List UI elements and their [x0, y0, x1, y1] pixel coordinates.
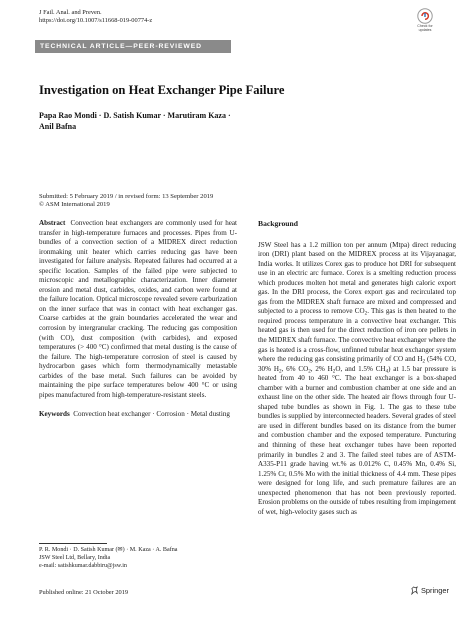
chem-subscript: 2 — [308, 367, 311, 374]
footnote-rule — [39, 543, 107, 544]
background-paragraph — [258, 241, 456, 518]
background-heading: Background — [258, 219, 298, 228]
abstract-label: Abstract — [39, 219, 66, 227]
doi-link[interactable]: https://doi.org/10.1007/s11668-019-00774-z — [39, 17, 153, 25]
abstract-text: Convection heat exchangers are commonly used for heat transfer in high-temperature furnaces and processes. Pipes from U-bundles of a convection section of a MIDREX direct reduction ironmaking unit heater which carries reducing gas have been investigated for failure analysis. Repeated failures had occurred at a specific location. Samples of the failed pipe were subjected to microscopic and metallographic characterization. Inner diameter erosion and metal dust, carbides, oxides, and carbon were found at the failure location. Optical microscope revealed severe carburization on the inner surface that was in contact with heat exchanger gas. Coarse carbides at the grain boundaries accelerated the wear and corrosion by intergranular cracking. The reducing gas composition (with CO), dust composition (with carbides), and exposed temperatures (> 400 °C) confirmed that metal dusting is the cause of the failure. The high-temperature corrosion of steel is caused by hydrocarbon gases which form thermodynamically metastable carbides of the base metal. Such failures can be avoided by maintaining the pipe surface temperatures below 400 °C or using pipes manufactured from high-temperature-resistant steels. — [39, 219, 238, 399]
affiliation-authors: P. R. Mondi · D. Satish Kumar (✉) · M. Kaza · A. Bafna — [39, 547, 178, 553]
article-type-banner: TECHNICAL ARTICLE—PEER-REVIEWED — [35, 40, 231, 53]
bg-sub-1: 2 — [364, 310, 368, 317]
bg-text-7: $_4$) at 1.5 bar pressure is heated from 40 to 460 °C. The heat exchanger is a box-shaped chamber with a burner and combustion chamber at one side and an exhaust line on the other side. The heated air flows through four U-shaped tube bundles as shown in Fig. 1. The gas to these tube bundles is supplied by interconnected headers. Several grades of steel are used in different bundles based on its distance from the burner and combustion chamber and the exposed temperature. Puncturing and thinning of these heat exchanger tubes have been reported primarily in bundles 2 and 3. The failed steel tubes are of ASTM-A335-P11 grade having wt.% as 0.012% C, 0.45% Mn, 0.4% Si, 1.25% Cr, 0.5% Mo with the initial thickness of 4.4 mm. These pipes were designed for long life, and such premature failures are an unexpected phenomenon that has not been previously reported. Erosion problems on the outside of tubes resulting from impingement of wet, high-velocity gases such as — [258, 364, 456, 516]
published-online: Published online: 21 October 2019 — [39, 589, 129, 596]
bg-text-4: $_2$, 6% CO — [278, 364, 309, 374]
journal-name: J Fail. Anal. and Preven. — [39, 9, 102, 16]
author-email-link[interactable]: e-mail: satishkumar.dabbiru@jsw.in — [39, 563, 127, 570]
chem-subscript: 2 — [278, 367, 282, 374]
badge-label-2: updates — [418, 28, 432, 32]
chem-subscript: 2 — [332, 367, 336, 374]
author-affiliations — [39, 546, 177, 571]
bg-text-5: $_2$, 2% H — [308, 364, 333, 374]
bg-text-6: $_2$O, and 1.5% CH — [332, 364, 386, 374]
badge-label-1: Check for — [417, 24, 433, 28]
keywords-text: Convection heat exchanger · Corrosion · Metal dusting — [73, 410, 230, 419]
abstract — [39, 219, 237, 400]
keywords-label: Keywords — [39, 410, 70, 419]
chem-subscript: 4 — [385, 367, 389, 374]
springer-horse-icon — [410, 586, 419, 595]
copyright-line: © ASM International 2019 — [39, 201, 110, 209]
author-list — [39, 111, 279, 132]
submission-dates — [39, 193, 213, 210]
check-for-updates-badge[interactable] — [412, 8, 438, 36]
author-line-2: Anil Bafna — [39, 121, 77, 131]
article-title: Investigation on Heat Exchanger Pipe Failure — [39, 83, 285, 97]
keywords — [39, 410, 237, 420]
publisher-name: Springer — [421, 586, 449, 595]
author-line-1: Papa Rao Mondi · D. Satish Kumar · Marutiram Kaza · — [39, 111, 231, 120]
left-column — [39, 219, 237, 420]
publisher-logo — [410, 586, 449, 595]
affiliation-institution: JSW Steel Ltd, Bellary, India — [39, 555, 111, 562]
bg-text-2: . This gas is then heated to the required process temperature in a convective heat exchanger. This heated gas is then used for the direct reduction of iron ore pellets in the MIDREX shaft furnace. The convective heat exchanger where the gas is heated is a cross-flow, unfinned tubular heat exchanger system where the reducing gas consisting primarily of CO and H — [258, 307, 457, 364]
journal-header — [39, 9, 152, 25]
right-column — [258, 219, 456, 517]
check-for-updates-icon — [417, 8, 433, 24]
submission-date-line: Submitted: 5 February 2019 / in revised form: 13 September 2019 — [39, 193, 214, 200]
bg-text-3: $_2$ (54% CO, 30% H — [258, 355, 457, 373]
bg-text-1: JSW Steel has a 1.2 million ton per annum (Mtpa) direct reducing iron (DRI) plant based on the MIDREX process at its Vijayanagar, India works. It utilizes Corex gas to produce hot DRI for subsequent use in an electric arc furnace. Corex is a smelting reduction process which produces molten hot metal and generates high caloric export gas. In the DRI process, the Corex export gas and recirculated top gas from the MIDREX shaft furnace are mixed and compressed and subjected to a process to remove CO — [258, 240, 456, 316]
chem-subscript: 2 — [422, 358, 426, 365]
